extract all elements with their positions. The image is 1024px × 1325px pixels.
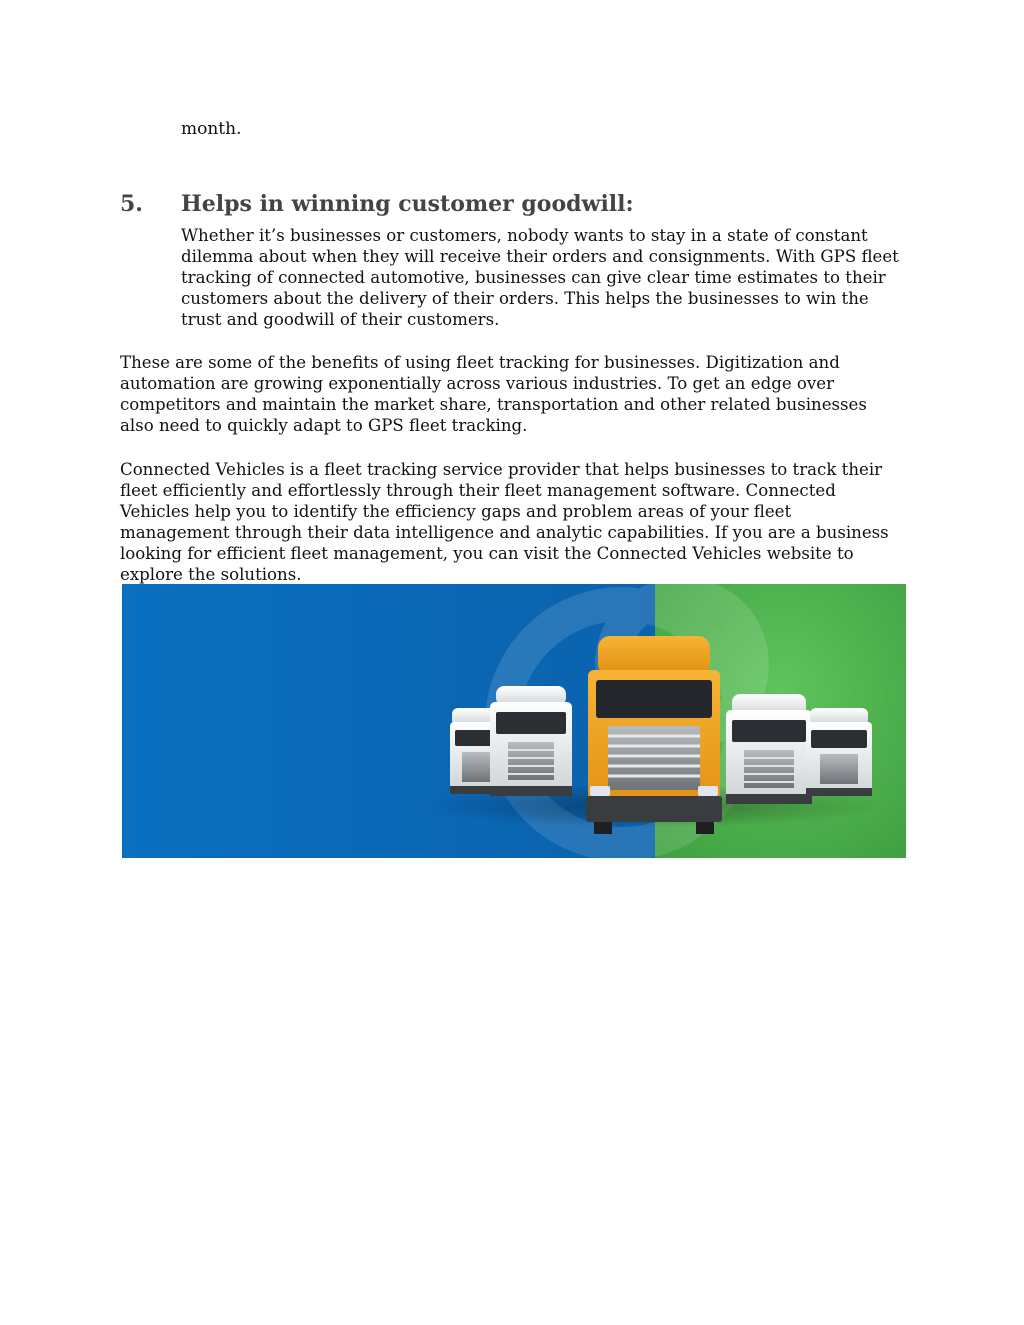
continuation-text: month. [181, 119, 242, 139]
list-item-number: 5. [120, 191, 143, 217]
benefits-summary-paragraph: These are some of the benefits of using fleet tracking for businesses. Digitization and automation are growing exponentially across various industries. To get an edge over competitors and maintain the market share, transportation and other related businesses also need to quickly adapt to GPS fleet tracking. [120, 353, 867, 435]
connected-vehicles-paragraph: Connected Vehicles is a fleet tracking service provider that helps businesses to track their fleet efficiently and effortlessly through their fleet management software. Connected Vehicles help you to identify the efficiency gaps and problem areas of your fleet management through their data intelligence and analytic capabilities. If you are a business looking for efficient fleet management, you can visit the Connected Vehicles website to explore the solutions. [120, 460, 889, 584]
list-item-heading: Helps in winning customer goodwill: [181, 191, 634, 217]
white-truck-left [490, 686, 572, 796]
orange-truck-center [586, 636, 722, 834]
white-truck-right [726, 694, 812, 804]
list-item-body: Whether it’s businesses or customers, nobody wants to stay in a state of constant dilemma about when they will receive their orders and consignments. With GPS fleet tracking of connected automotive, businesses can give clear time estimates to their customers about the delivery of their orders. This helps the businesses to win the trust and goodwill of their customers. [181, 226, 899, 329]
white-truck-far-right [806, 708, 872, 796]
fleet-trucks-banner [122, 584, 906, 858]
